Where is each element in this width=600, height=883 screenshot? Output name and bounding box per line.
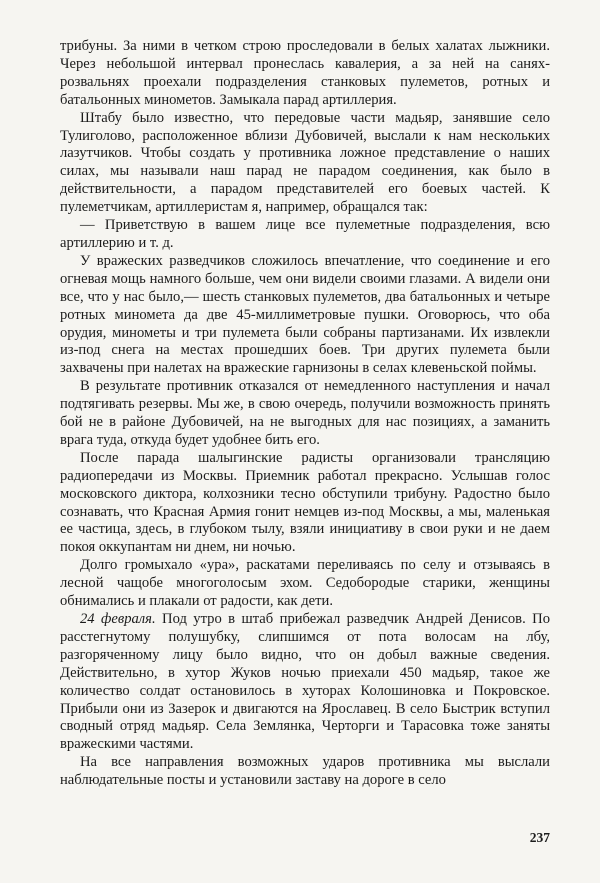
paragraph: Штабу было известно, что передовые части мадьяр, занявшие село Тулиголово, расположенное вблизи Дубовичей, выслали к нам нескольких лазутчиков. Чтобы создать у противника ложное представление о наших силах, мы называли наш парад не парадом соединения, как было в действительности, а парадом представителей его боевых частей. К пулеметчикам, артиллеристам я, например, обращался так: (60, 109, 550, 216)
paragraph: — Приветствую в вашем лице все пулеметные подразделения, всю артиллерию и т. д. (60, 217, 550, 251)
paragraph: Долго громыхало «ура», раскатами переливаясь по селу и отзываясь в лесной чащобе многоголосым эхом. Седобородые старики, женщины обнимались и плакали от радости, как дети. (60, 557, 550, 610)
paragraph-text: Под утро в штаб прибежал разведчик Андрей Денисов. По расстегнутому полушубку, слипшимся от пота волосам на лбу, разгоряченному лицу было видно, что он добыл важные сведения. Действительно, в хутор Жуков ночью приехали 450 мадьяр, такое же количество солдат остановилось в хуторах Колошиновка и Покровское. Прибыли они из Зазерок и двигаются на Ярославец. В село Быстрик вступил сводный отряд мадьяр. Села Землянка, Черторги и Тарасовка тоже заняты вражескими частями. (60, 611, 550, 753)
paragraph (60, 611, 550, 754)
body-text (60, 38, 550, 790)
diary-date: 24 февраля. (80, 611, 156, 627)
paragraph: На все направления возможных ударов противника мы выслали наблюдательные посты и установили заставу на дороге в село (60, 754, 550, 789)
paragraph: У вражеских разведчиков сложилось впечатление, что соединение и его огневая мощь намного больше, чем они видели своими глазами. А видели они все, что у нас было,— шесть станковых пулеметов, два батальонных и четыре ротных миномета да две 45-миллиметровые пушки. Оговорюсь, что оба орудия, минометы и три пулемета были собраны партизанами. Их извлекли из-под снега на местах прошедших боев. Три других пулемета были захвачены при налетах на вражеские гарнизоны в селах клевеньской поймы. (60, 252, 550, 377)
page-number: 237 (529, 830, 550, 845)
paragraph: трибуны. За ними в четком строю проследовали в белых халатах лыжники. Через небольшой интервал пронеслась кавалерия, а за ней на санях-розвальнях проехали подразделения станковых пулеметов, ротных и батальонных минометов. Замыкала парад артиллерия. (60, 38, 550, 108)
paragraph: В результате противник отказался от немедленного наступления и начал подтягивать резервы. Мы же, в свою очередь, получили возможность принять бой не в районе Дубовичей, на не выгодных для нас позициях, а заманить врага туда, откуда будет удобнее бить его. (60, 378, 550, 448)
paragraph: После парада шалыгинские радисты организовали трансляцию радиопередачи из Москвы. Приемник работал прекрасно. Услышав голос московского диктора, колхозники тесно обступили трибуну. Радостно было сознавать, что Красная Армия гонит немцев из-под Москвы, а мы, маленькая ее частица, здесь, в глубоком тылу, взяли инициативу в свои руки и не даем покоя оккупантам ни днем, ни ночью. (60, 449, 550, 556)
